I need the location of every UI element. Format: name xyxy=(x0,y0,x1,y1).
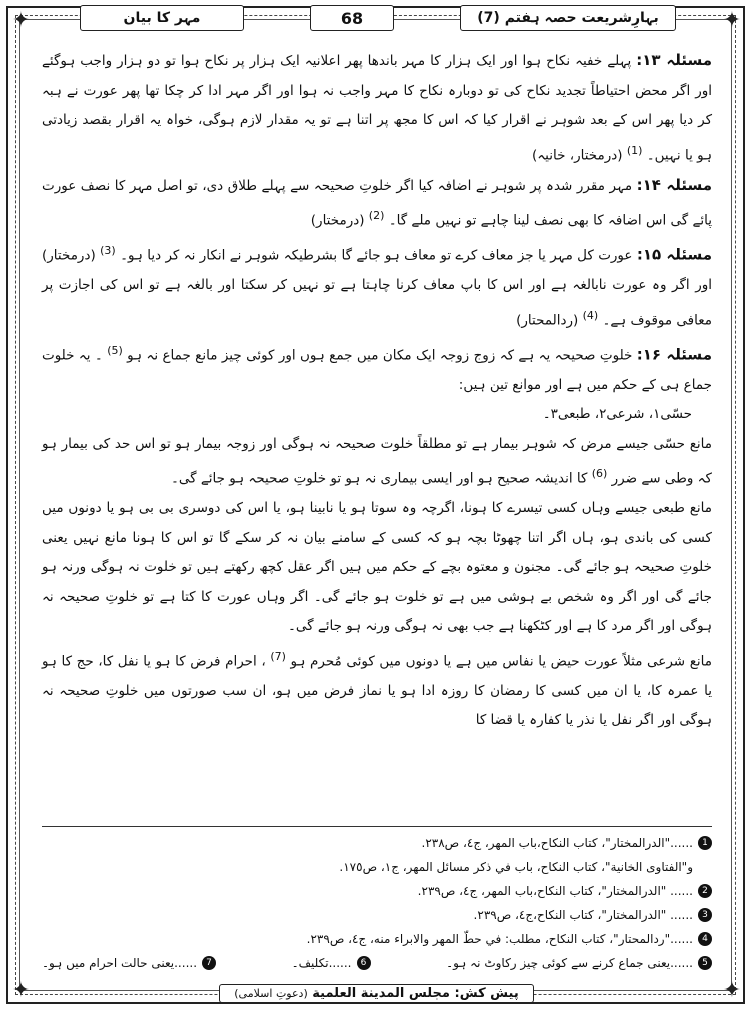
footnote-number: 5 xyxy=(698,956,712,970)
footnote-1-continued xyxy=(42,855,712,879)
masala-label: مسئلہ ۱۳: xyxy=(636,51,713,69)
footnote-ref: (7) xyxy=(270,649,286,663)
masala-text: خلوتِ صحیحہ یہ ہے کہ زوج زوجہ ایک مکان میں جمع ہوں اور کوئی چیز مانع جماع نہ ہو xyxy=(127,347,633,363)
footnote-6 xyxy=(292,951,371,975)
masala-13 xyxy=(42,46,712,171)
paragraph-text-continued: ، احرام فرض کا ہو یا نفل کا، حج کا ہو یا عمرہ کا، یا ان میں کسی کا رمضان کا روزہ ادا ہو یا نماز فرض میں ہو، ان سب صورتوں میں خلوتِ صحیحہ نہ ہوگی اور اگر نفل یا نذر یا کفارہ یا قضا کا xyxy=(42,653,712,728)
footnote-number: 2 xyxy=(698,884,712,898)
footnote-number: 3 xyxy=(698,908,712,922)
body-paragraph-sensory xyxy=(42,430,712,495)
footnote-3 xyxy=(42,903,712,927)
publisher-sub: (دعوتِ اسلامی) xyxy=(234,987,308,1000)
footnote-2 xyxy=(42,879,712,903)
footnote-number: 4 xyxy=(698,932,712,946)
footnote-text: ......یعنی حالت احرام میں ہو۔ xyxy=(42,956,198,970)
masala-text: مہر مقرر شدہ پر شوہر نے اضافہ کیا اگر خلوتِ صحیحہ سے پہلے طلاق دی، تو اصل مہر کا نصف عورت پائے گی اس اضافہ کا بھی نصف لینا چاہے تو نہیں ملے گا۔ xyxy=(42,177,712,229)
footnote-ref: (1) xyxy=(626,143,643,157)
paragraph-text: مانع حسّی جیسے مرض کہ شوہر بیمار ہے تو مطلقاً خلوت صحیحہ نہ ہوگی اور زوجہ بیمار ہو تو اس حد کی بیمار ہو کہ وطی سے ضرر xyxy=(42,435,712,487)
footnote-number: 6 xyxy=(357,956,371,970)
footnotes xyxy=(42,826,712,975)
book-title: بہارِشریعت حصہ ہفتم (7) xyxy=(460,5,676,31)
corner-ornament-bottom-left: ✦ xyxy=(11,978,31,1003)
footnotes-last-row xyxy=(42,951,712,975)
footnote-text: و"الفتاوى الخانية"، كتاب النكاح، باب في ذكر مسائل المهر، ج١، ص١٧٥. xyxy=(339,860,693,874)
masala-16 xyxy=(42,336,712,401)
footnote-text: ...... "الدرالمختار"، كتاب النكاح،باب المهر، ج٤، ص٢٣٩. xyxy=(417,884,693,898)
barriers-list: حسّی۱، شرعی۲، طبعی۳۔ xyxy=(542,406,692,422)
source-citation: (ردالمحتار) xyxy=(516,312,579,328)
footnote-ref: (5) xyxy=(107,343,123,357)
masala-15 xyxy=(42,236,712,336)
footnote-ref: (6) xyxy=(591,467,608,480)
footnote-text: ......یعنی جماع کرنے سے کوئی چیز رکاوٹ نہ ہو۔ xyxy=(446,956,693,970)
corner-ornament-top-left: ✦ xyxy=(11,8,31,33)
paragraph-text: مانع شرعی مثلاً عورت حیض یا نفاس میں ہے یا دونوں میں کوئی مُحرم ہو xyxy=(290,653,713,669)
masala-14 xyxy=(42,171,712,237)
page-number: 68 xyxy=(310,5,394,31)
footnote-text: ...... "الدرالمختار"، كتاب النكاح،ج٤، ص٢٣٩. xyxy=(473,908,693,922)
page-header xyxy=(80,4,676,32)
footnote-1 xyxy=(42,831,712,855)
paragraph-text-continued: کا اندیشہ صحیح ہو اور ایسی بیماری نہ ہو تو خلوتِ صحیحہ ہو جائے گی۔ xyxy=(170,470,588,487)
footnote-ref: (2) xyxy=(368,209,385,222)
footnote-number: 7 xyxy=(202,956,216,970)
body-paragraph-legal xyxy=(42,642,712,736)
publisher-box xyxy=(219,984,533,1003)
masala-label: مسئلہ ۱۵: xyxy=(636,245,713,264)
masala-label: مسئلہ ۱۴: xyxy=(636,175,712,194)
source-citation: (درمختار، خانیہ) xyxy=(531,147,623,163)
publisher-name: مجلس المدينة العلمية xyxy=(312,986,450,1001)
publisher-label: پیش کش: xyxy=(454,986,519,1001)
masala-text-continued: اور اگر وہ عورت نابالغہ ہے اور اس کا باپ معاف کرنا چاہتا ہے تو نہیں کر سکتا اور بالغہ ہے تو اس کی اجازت پر معافی موقوف ہے۔ xyxy=(42,277,712,328)
footnote-ref: (4) xyxy=(582,308,599,322)
footnote-text: ......تکلیف۔ xyxy=(291,956,352,970)
page-footer xyxy=(0,982,753,1003)
corner-ornament-bottom-right: ✦ xyxy=(722,978,742,1003)
footnote-ref: (3) xyxy=(100,244,116,257)
footnote-number: 1 xyxy=(698,836,712,850)
source-citation: (درمختار) xyxy=(310,212,365,229)
source-citation: (درمختار) xyxy=(42,247,96,264)
footnote-text: ......"ردالمحتار"، كتاب النكاح، مطلب: في حطّ المهر والابراء منه، ج٤، ص٢٣٩. xyxy=(306,932,693,946)
footnote-7 xyxy=(42,951,216,975)
footnote-4 xyxy=(42,927,712,951)
main-content xyxy=(42,46,712,736)
corner-ornament-top-right: ✦ xyxy=(722,8,742,33)
masala-label: مسئلہ ۱۶: xyxy=(636,345,712,363)
body-paragraph-natural: مانع طبعی جیسے وہاں کسی تیسرے کا ہونا، اگرچہ وہ سوتا ہو یا نابینا ہو، یا اس کی دوسری بی بی ہو یا دونوں میں کسی کی باندی ہو، ہاں اگر اتنا چھوٹا بچہ ہو کہ کسی کے سامنے بیان نہ کر سکے گا تو اس کا ہونا مانع نہیں یعنی خلوتِ صحیحہ ہو جائے گی۔ مجنون و معتوہ بچے کے حکم میں ہیں اگر عقل کچھ رکھتے ہیں تو خلوت نہ ہوگی ورنہ ہو جائے گی اور اگر وہ شخص بے ہوشی میں ہے تو خلوت ہو جائے گی۔ اگر وہاں عورت کا کتا ہے تو خلوتِ صحیحہ نہ ہوگی اور اگر مرد کا ہے اور کٹکھنا ہے جب بھی نہ ہوگی ورنہ ہو جائے گی۔ xyxy=(42,500,712,634)
footnote-5 xyxy=(446,951,712,975)
masala-text: عورت کل مہر یا جز معاف کرے تو معاف ہو جائے گا بشرطیکہ شوہر نے انکار نہ کر دیا ہو۔ xyxy=(120,247,633,264)
chapter-title: مہر کا بیان xyxy=(80,5,244,31)
masala-text: پہلے خفیہ نکاح ہوا اور ایک ہزار کا مہر باندھا پھر اعلانیہ ایک ہزار پر نکاح ہوا تو دو ہزار واجب ہوگئے اور اگر محض احتیاطاً تجدید نکاح کی تو دوبارہ نکاح کا مہر واجب نہ ہوا اور اگر مہر ادا کر چکا تھا پھر عورت نے ہبہ کر دیا پھر اس کے بعد شوہر نے اقرار کیا کہ اس کا مجھ پر اتنا ہے تو یہ مقدار لازم ہوگی، خواہ یہ اقرار بقصد زیادتی ہو یا نہیں۔ xyxy=(42,53,712,163)
masala-text-continued: ۔ یہ خلوت جماع ہی کے حکم میں ہے اور موانع تین ہیں: xyxy=(42,347,712,393)
footnote-text: ......"الدرالمختار"، كتاب النكاح،باب المهر، ج٤، ص٢٣٨. xyxy=(421,836,693,850)
